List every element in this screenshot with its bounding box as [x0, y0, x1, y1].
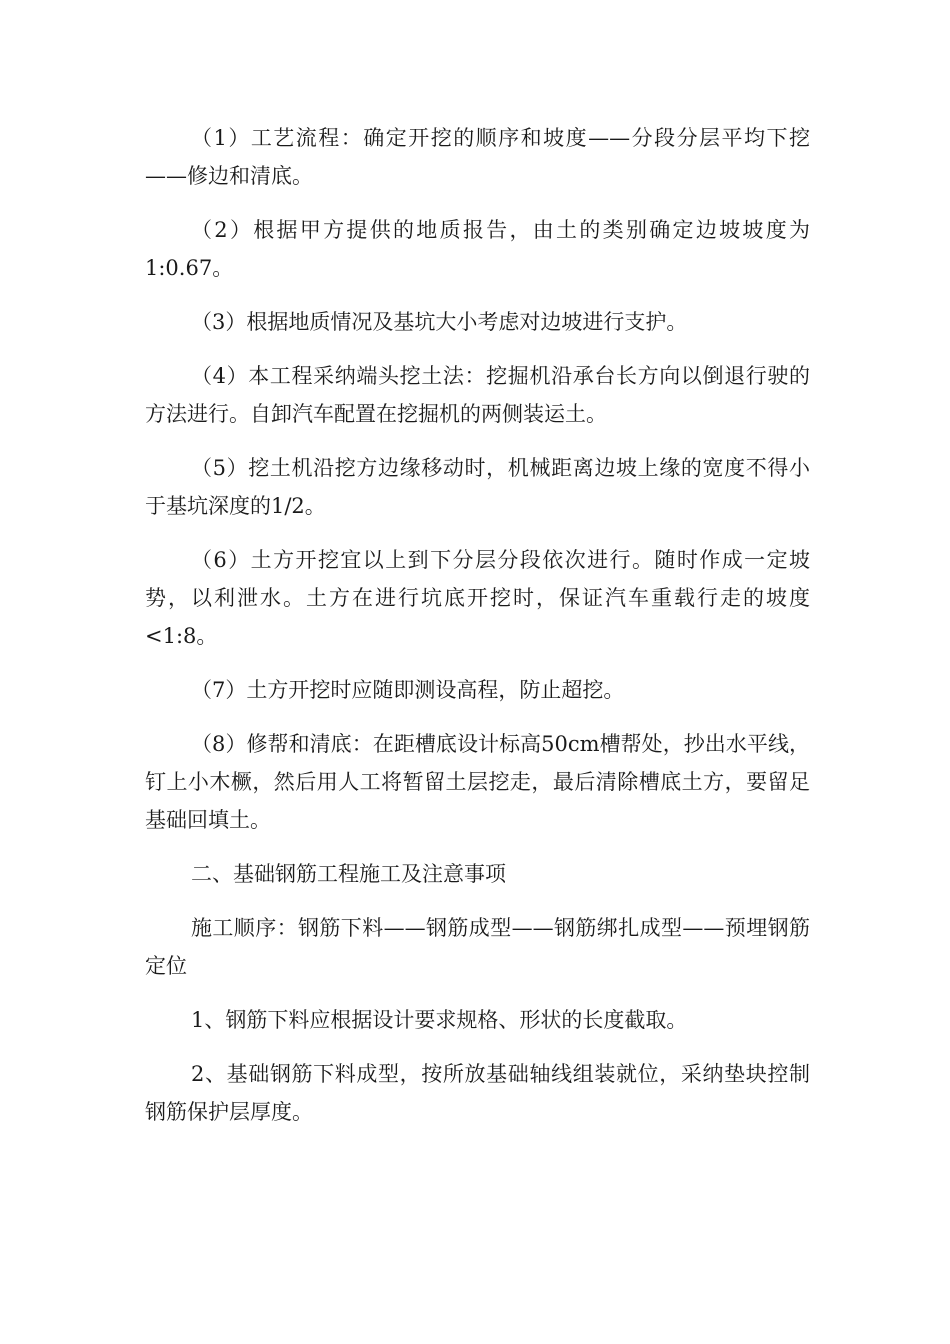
- paragraph-rebar-assembly: 2、基础钢筋下料成型，按所放基础轴线组装就位，采纳垫块控制钢筋保护层厚度。: [145, 1062, 810, 1124]
- paragraph-elevation-survey: （7）土方开挖时应随即测设高程，防止超挖。: [191, 678, 625, 702]
- paragraph-process-flow: （1）工艺流程：确定开挖的顺序和坡度——分段分层平均下挖——修边和清底。: [145, 126, 810, 188]
- paragraph-construction-sequence: 施工顺序：钢筋下料——钢筋成型——钢筋绑扎成型——预埋钢筋定位: [145, 916, 810, 978]
- section-heading-rebar: 二、基础钢筋工程施工及注意事项: [191, 862, 506, 886]
- paragraph-slope-support: （3）根据地质情况及基坑大小考虑对边坡进行支护。: [191, 310, 688, 334]
- paragraph-trim-and-clean: （8）修帮和清底：在距槽底设计标高50cm槽帮处，抄出水平线，钉上小木橛，然后用人工将暂留土层挖走，最后清除槽底土方，要留足基础回填土。: [145, 732, 810, 832]
- paragraph-rebar-cutting: 1、钢筋下料应根据设计要求规格、形状的长度截取。: [191, 1008, 688, 1032]
- paragraph-layered-excavation: （6）土方开挖宜以上到下分层分段依次进行。随时作成一定坡势，以利泄水。土方在进行坑底开挖时，保证汽车重载行走的坡度<1:8。: [145, 548, 810, 648]
- paragraph-machine-distance: （5）挖土机沿挖方边缘移动时，机械距离边坡上缘的宽度不得小于基坑深度的1/2。: [145, 456, 810, 518]
- paragraph-slope-ratio: （2）根据甲方提供的地质报告，由土的类别确定边坡坡度为1:0.67。: [145, 218, 810, 280]
- document-body: [145, 119, 810, 1147]
- paragraph-excavation-method: （4）本工程采纳端头挖土法：挖掘机沿承台长方向以倒退行驶的方法进行。自卸汽车配置在挖掘机的两侧装运土。: [145, 364, 810, 426]
